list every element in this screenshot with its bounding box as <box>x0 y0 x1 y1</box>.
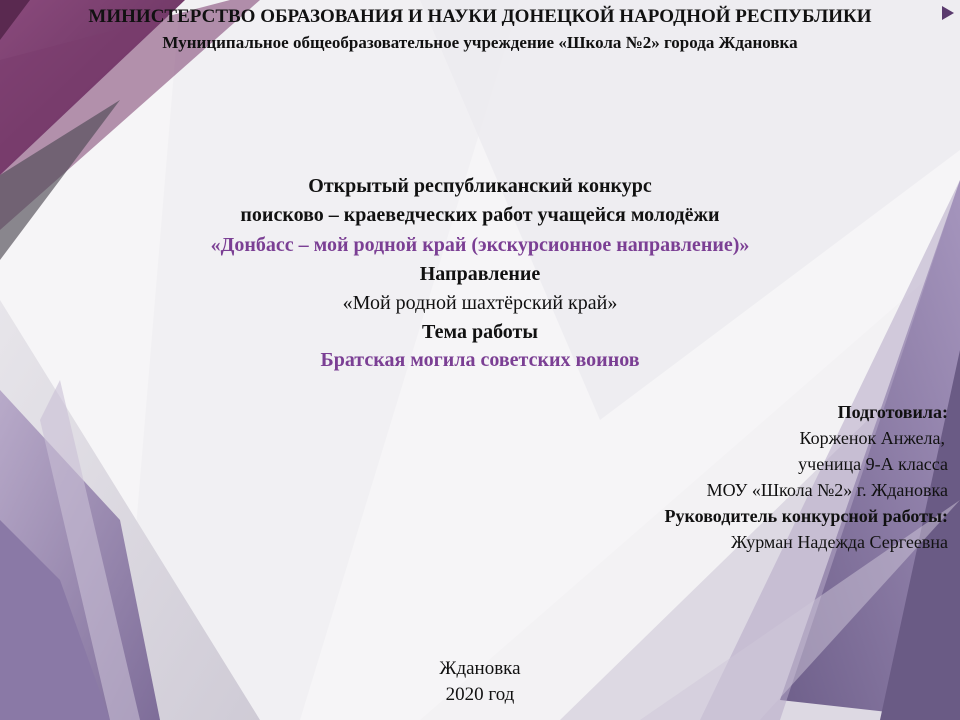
author-label: Подготовила: <box>837 402 948 422</box>
supervisor-label: Руководитель конкурсной работы: <box>664 506 948 526</box>
footer-year: 2020 год <box>445 684 515 705</box>
footer-city: Ждановка <box>439 658 521 679</box>
author-school: МОУ «Школа №2» г. Ждановка <box>706 480 948 500</box>
direction-label: Направление <box>419 263 541 285</box>
direction-value: «Мой родной шахтёрский край» <box>342 292 618 314</box>
topic-value: Братская могила советских воинов <box>320 349 640 371</box>
contest-title-line1: Открытый республиканский конкурс <box>308 175 652 197</box>
ministry-title: МИНИСТЕРСТВО ОБРАЗОВАНИЯ И НАУКИ ДОНЕЦКОЙ НАРОДНОЙ РЕСПУБЛИКИ <box>88 6 872 27</box>
topic-label: Тема работы <box>422 321 538 343</box>
author-grade: ученица 9-А класса <box>798 454 948 474</box>
contest-title-line2: поисково – краеведческих работ учащейся молодёжи <box>240 204 720 226</box>
contest-title-line3: «Донбасс – мой родной край (экскурсионное направление)» <box>210 234 750 256</box>
supervisor-name: Журман Надежда Сергеевна <box>730 532 948 552</box>
author-name: Корженок Анжела, <box>799 428 945 448</box>
school-name: Муниципальное общеобразовательное учреждение «Школа №2» города Ждановка <box>162 33 798 52</box>
